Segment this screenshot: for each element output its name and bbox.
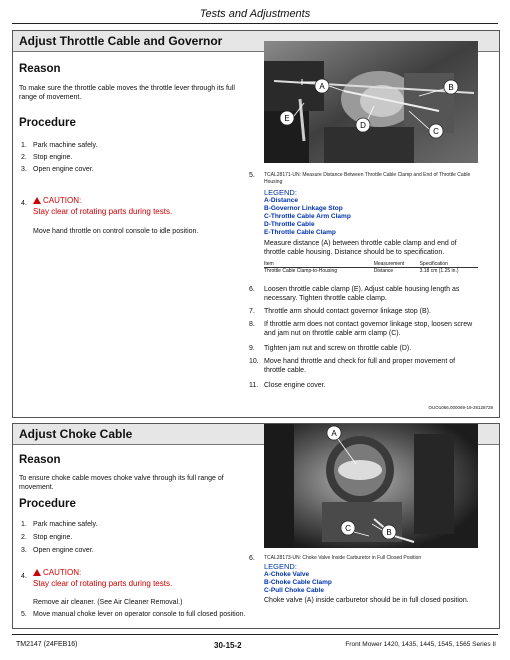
callout-c-label: C [345,524,351,533]
step-number: 11. [249,382,259,389]
step-text: Open engine cover. [33,547,94,554]
footer-page-number: 30-15-2 [214,641,242,650]
callout-a-label: A [319,82,325,91]
warning-triangle-icon [33,569,41,576]
reason-heading: Reason [19,63,61,75]
callout-b-label: B [386,528,392,537]
callout-e-label: E [284,114,290,123]
step-text: Remove air cleaner. (See Air Cleaner Removal.) [33,599,183,606]
caution-text: Stay clear of rotating parts during tests. [33,207,173,216]
callout-a-label: A [331,429,337,438]
step-number: 5. [21,611,27,618]
step-number: 3. [21,547,27,554]
legend-item: A-Distance [264,197,298,204]
spec-cell: Throttle Cable Clamp-to-Housing [264,268,338,274]
legend-item: C-Throttle Cable Arm Clamp [264,213,351,220]
step-text: Move manual choke lever on operator console to full closed position. [33,611,246,618]
step-text: If throttle arm does not contact governor linkage stop, loosen screw and jam nut on throttle cable arm clamp (C). [264,321,473,337]
spec-cell: Distance [373,268,394,274]
section-title: Adjust Throttle Cable and Governor [13,31,499,52]
callout-d-label: D [360,121,366,130]
step-number: 4. [21,200,27,207]
section-choke-cable [12,423,500,629]
procedure-heading: Procedure [19,498,76,510]
legend-item: A-Choke Valve [264,571,310,578]
step5-text: Measure distance (A) between throttle cable clamp and end of throttle cable housing. Distance should be to specification. [264,240,457,256]
step-number: 10. [249,358,259,365]
legend [264,189,478,237]
step-number: 6. [249,555,255,562]
step-text: Open engine cover. [33,166,94,173]
step-number: 9. [249,345,255,352]
choke-valve-photo [264,424,478,548]
legend-item: D-Throttle Cable [264,221,315,228]
spec-header: Item [264,261,274,267]
spec-cell: 3.18 cm (1.25 in.) [419,268,459,274]
throttle-photo-svg [264,41,478,163]
step-text: Tighten jam nut and screw on throttle cable (D). [264,345,412,352]
step-text: Throttle arm should contact governor linkage stop (B). [264,308,431,315]
reason-text: To make sure the throttle cable moves the throttle lever through its full range of movement. [19,85,235,101]
step-number: 6. [249,286,255,293]
step-number: 2. [21,154,27,161]
legend-item: B-Choke Cable Clamp [264,579,332,586]
step-number: 2. [21,534,27,541]
step-number: 1. [21,521,27,528]
legend-title: LEGEND: [264,562,297,571]
footer-doc-id: TM2147 (24FEB16) [16,641,78,648]
spec-table [264,261,478,274]
legend-item: C-Pull Choke Cable [264,587,324,594]
warning-triangle-icon [33,197,41,204]
step-text: Close engine cover. [264,382,326,389]
figure-caption: TCAL28171-UN: Measure Distance Between Throttle Cable Clamp and End of Throttle Cable Housing [264,172,471,185]
caution-text: Stay clear of rotating parts during tests. [33,579,173,588]
step-number: 1. [21,142,27,149]
legend [264,563,478,595]
section-title: Adjust Choke Cable [13,424,499,445]
caution-label: CAUTION: [33,196,81,205]
callout-c-label: C [433,127,439,136]
step-number: 5. [249,172,255,179]
step-number: 3. [21,166,27,173]
callout-b-label: B [448,83,454,92]
step-number: 8. [249,321,255,328]
reference-code: OUO1066,000069-19-28128728 [428,405,493,410]
footer-model: Front Mower 1420, 1435, 1445, 1545, 1565 Series II [345,641,496,648]
legend-item: B-Governor Linkage Stop [264,205,343,212]
throttle-cable-photo [264,41,478,163]
spec-header: Specification [419,261,448,267]
page-header-title: Tests and Adjustments [199,8,311,20]
step-text: Stop engine. [33,154,73,161]
step-text: Move hand throttle and check for full and proper movement of throttle cable. [264,358,456,374]
caution-label: CAUTION: [33,568,81,577]
reason-text: To ensure choke cable moves choke valve through its full range of movement. [19,475,224,491]
reason-heading: Reason [19,454,61,466]
section-throttle-cable [12,30,500,418]
step-text: Park machine safely. [33,142,98,149]
legend-title: LEGEND: [264,188,297,197]
step6-text: Choke valve (A) inside carburetor should be in full closed position. [264,597,469,604]
step-text: Loosen throttle cable clamp (E). Adjust cable housing length as necessary. Tighten throttle cable clamp. [264,286,460,302]
step-number: 4. [21,573,27,580]
choke-photo-svg [264,424,478,548]
step-number: 7. [249,308,255,315]
procedure-heading: Procedure [19,117,76,129]
step-text: Move hand throttle on control console to idle position. [33,228,199,235]
footer-rule [12,634,498,635]
step-text: Stop engine. [33,534,73,541]
spec-header: Measurement [373,261,405,267]
legend-item: E-Throttle Cable Clamp [264,229,336,236]
header-rule [12,23,498,24]
figure-caption: TCAL28173-UN: Choke Valve Inside Carburetor in Full Closed Position [264,555,422,561]
step-text: Park machine safely. [33,521,98,528]
